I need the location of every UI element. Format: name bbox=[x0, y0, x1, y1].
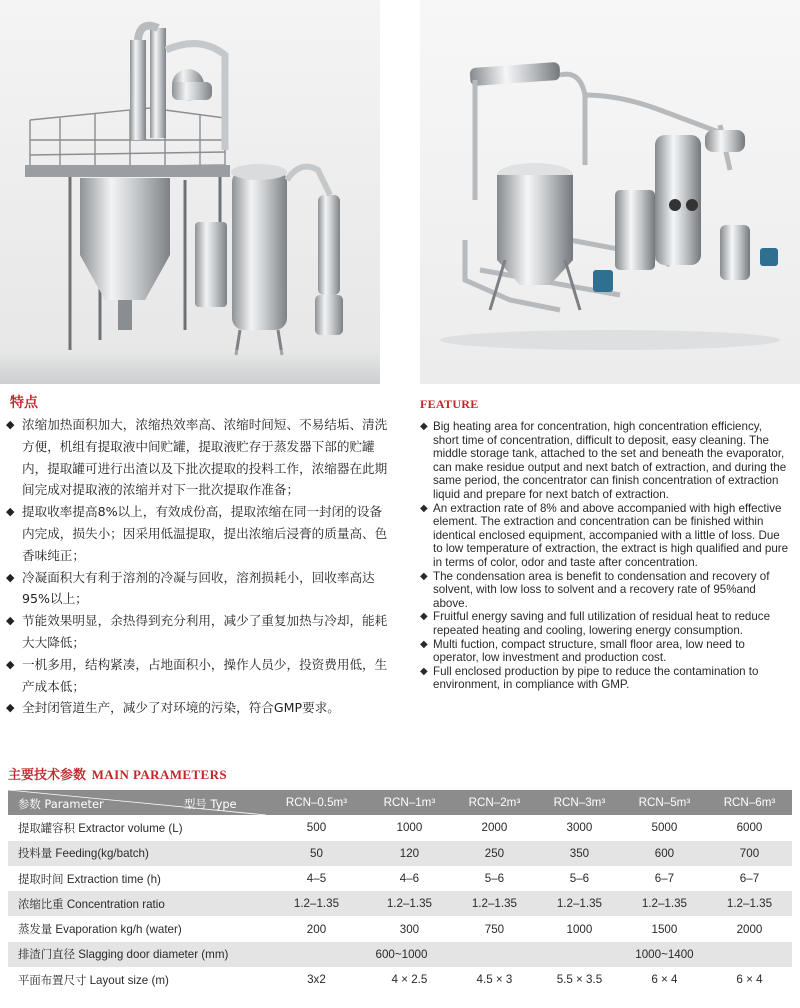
table-cell: 1.2–1.35 bbox=[537, 891, 622, 916]
diamond-bullet-icon: ◆ bbox=[420, 638, 428, 650]
table-row bbox=[8, 942, 792, 967]
parameters-title bbox=[8, 764, 227, 783]
extraction-unit-illustration bbox=[0, 0, 380, 384]
table-cell: 6–7 bbox=[622, 866, 707, 891]
feature-cn-item: ◆ 提取收率提高8%以上，有效成份高，提取浓缩在同一封闭的设备内完成，损失小；因采用低温提取，提出浓缩后浸膏的质量高、色香味纯正； bbox=[6, 501, 388, 566]
table-cell: 200 bbox=[266, 916, 367, 941]
feature-en-item: ◆ The condensation area is benefit to condensation and recovery of solvent, with low loss to solvent and a recovery rate of 95%and above. bbox=[420, 569, 770, 610]
table-cell: 350 bbox=[537, 841, 622, 866]
table-header-row bbox=[8, 790, 792, 815]
table-cell: 1500 bbox=[622, 916, 707, 941]
table-cell: 2000 bbox=[707, 916, 792, 941]
table-cell: 4 × 2.5 bbox=[367, 967, 452, 992]
equipment-photo-right bbox=[420, 0, 800, 384]
parameters-title-cn: 主要技术参数 bbox=[8, 768, 87, 783]
table-cell: 3000 bbox=[537, 815, 622, 840]
row-label: 提取时间 Extraction time (h) bbox=[8, 866, 266, 891]
table-cell: 1.2–1.35 bbox=[266, 891, 367, 916]
table-cell: 300 bbox=[367, 916, 452, 941]
diamond-bullet-icon: ◆ bbox=[420, 421, 428, 432]
table-cell: 2000 bbox=[452, 815, 537, 840]
row-label: 浓缩比重 Concentration ratio bbox=[8, 891, 266, 916]
diamond-bullet-icon: ◆ bbox=[420, 665, 428, 677]
table-cell: 5000 bbox=[622, 815, 707, 840]
table-cell: 6–7 bbox=[707, 866, 792, 891]
table-cell: 4.5 × 3 bbox=[452, 967, 537, 992]
parameters-title-en: MAIN PARAMETERS bbox=[91, 767, 228, 782]
feature-cn-item: ◆ 一机多用，结构紧凑，占地面积小，操作人员少，投资费用低，生产成本低； bbox=[6, 654, 388, 698]
feature-en-item: ◆ Fruitful energy saving and full utilization of residual heat to reduce repeated heating and cooling, lowering energy consumption. bbox=[420, 610, 771, 637]
model-header: RCN–1m³ bbox=[367, 790, 452, 815]
equipment-photo-left bbox=[0, 0, 380, 384]
row-label: 蒸发量 Evaporation kg/h (water) bbox=[8, 916, 266, 941]
feature-en-heading: FEATURE bbox=[420, 397, 479, 411]
feature-cn-list bbox=[6, 414, 388, 719]
table-cell: 4–5 bbox=[266, 866, 367, 891]
table-cell: 3x2 bbox=[266, 967, 367, 992]
table-cell: 500 bbox=[266, 815, 367, 840]
model-header: RCN–2m³ bbox=[452, 790, 537, 815]
table-cell: 1000~1400 bbox=[537, 942, 792, 967]
table-cell: 1.2–1.35 bbox=[707, 891, 792, 916]
row-label: 提取罐容积 Extractor volume (L) bbox=[8, 815, 266, 840]
row-label: 投料量 Feeding(kg/batch) bbox=[8, 841, 266, 866]
corner-parameter-label: 参数 Parameter bbox=[18, 797, 104, 811]
feature-en-item: ◆ Big heating area for concentration, high concentration efficiency, short time of concentration, difficult to deposit, easy cleaning. The middle storage tank, attached to the set and beneath the evaporator, can make residue output and next batch of extraction, and during the same period, the concentrator can finish concentration of extraction liquid and prepare for next batch of extraction. bbox=[420, 420, 787, 501]
table-cell: 600 bbox=[622, 841, 707, 866]
diamond-bullet-icon: ◆ bbox=[420, 570, 428, 582]
table-row bbox=[8, 866, 792, 891]
row-label: 平面布置尺寸 Layout size (m) bbox=[8, 967, 266, 992]
feature-cn-item: ◆ 节能效果明显，余热得到充分利用，减少了重复加热与冷却，能耗大大降低； bbox=[6, 610, 388, 654]
table-cell: 120 bbox=[367, 841, 452, 866]
header-corner-cell bbox=[8, 790, 266, 815]
table-cell: 1000 bbox=[537, 916, 622, 941]
diamond-bullet-icon: ◆ bbox=[6, 418, 15, 431]
feature-en-item: ◆ An extraction rate of 8% and above accompanied with high effective element. The extraction and concentration can be finished within identical enclosed equipment, accompanied with a little of loss. Due to low temperature of extraction, the extract is high qualified and pure in terms of color, odor and taste after concentration. bbox=[420, 501, 789, 569]
corner-type-label: 型号 Type bbox=[184, 797, 237, 811]
diamond-bullet-icon: ◆ bbox=[6, 614, 15, 628]
row-label: 排渣门直径 Slagging door diameter (mm) bbox=[8, 942, 266, 967]
table-cell: 5–6 bbox=[537, 866, 622, 891]
feature-en-item: ◆ Multi fuction, compact structure, small floor area, low need to operator, low investment and production cost. bbox=[420, 637, 745, 665]
table-cell: 6 × 4 bbox=[707, 967, 792, 992]
table-cell: 50 bbox=[266, 841, 367, 866]
table-row bbox=[8, 841, 792, 866]
table-cell: 1000 bbox=[367, 815, 452, 840]
table-cell: 6 × 4 bbox=[622, 967, 707, 992]
table-row bbox=[8, 967, 792, 992]
parameters-table bbox=[8, 790, 792, 992]
table-row bbox=[8, 891, 792, 916]
diamond-bullet-icon: ◆ bbox=[6, 570, 15, 584]
feature-cn-item: ◆ 浓缩加热面积加大，浓缩热效率高、浓缩时间短、不易结垢、清洗方便，机组有提取液中间贮罐，提取液贮存于蒸发器下部的贮罐内，提取罐可进行出渣以及下批次提取的投料工作，浓缩器在此期间完成对提取液的浓缩并对下一批次提取作准备； bbox=[6, 414, 388, 501]
table-cell: 700 bbox=[707, 841, 792, 866]
feature-en-item: ◆ Full enclosed production by pipe to reduce the contamination to environment, in compliance with GMP. bbox=[420, 664, 759, 692]
table-cell: 5–6 bbox=[452, 866, 537, 891]
model-header: RCN–0.5m³ bbox=[266, 790, 367, 815]
table-cell: 5.5 × 3.5 bbox=[537, 967, 622, 992]
model-header: RCN–6m³ bbox=[707, 790, 792, 815]
table-cell: 600~1000 bbox=[266, 942, 537, 967]
table-cell: 1.2–1.35 bbox=[367, 891, 452, 916]
feature-cn-item: ◆ 全封闭管道生产，减少了对环境的污染，符合GMP要求。 bbox=[6, 697, 388, 719]
table-cell: 4–6 bbox=[367, 866, 452, 891]
diamond-bullet-icon: ◆ bbox=[6, 505, 15, 519]
table-cell: 1.2–1.35 bbox=[622, 891, 707, 916]
table-cell: 6000 bbox=[707, 815, 792, 840]
feature-en-list bbox=[420, 420, 790, 692]
diamond-bullet-icon: ◆ bbox=[420, 502, 428, 514]
piping-system-illustration bbox=[420, 0, 800, 384]
table-cell: 750 bbox=[452, 916, 537, 941]
table-row bbox=[8, 916, 792, 941]
model-header: RCN–3m³ bbox=[537, 790, 622, 815]
feature-cn-item: ◆ 冷凝面积大有利于溶剂的冷凝与回收，溶剂损耗小，回收率高达95%以上； bbox=[6, 567, 388, 611]
table-cell: 250 bbox=[452, 841, 537, 866]
diamond-bullet-icon: ◆ bbox=[6, 657, 15, 671]
table-cell: 1.2–1.35 bbox=[452, 891, 537, 916]
model-header: RCN–5m³ bbox=[622, 790, 707, 815]
diamond-bullet-icon: ◆ bbox=[420, 611, 428, 623]
feature-cn-heading: 特点 bbox=[10, 395, 38, 411]
diamond-bullet-icon: ◆ bbox=[6, 701, 15, 715]
table-row bbox=[8, 815, 792, 840]
